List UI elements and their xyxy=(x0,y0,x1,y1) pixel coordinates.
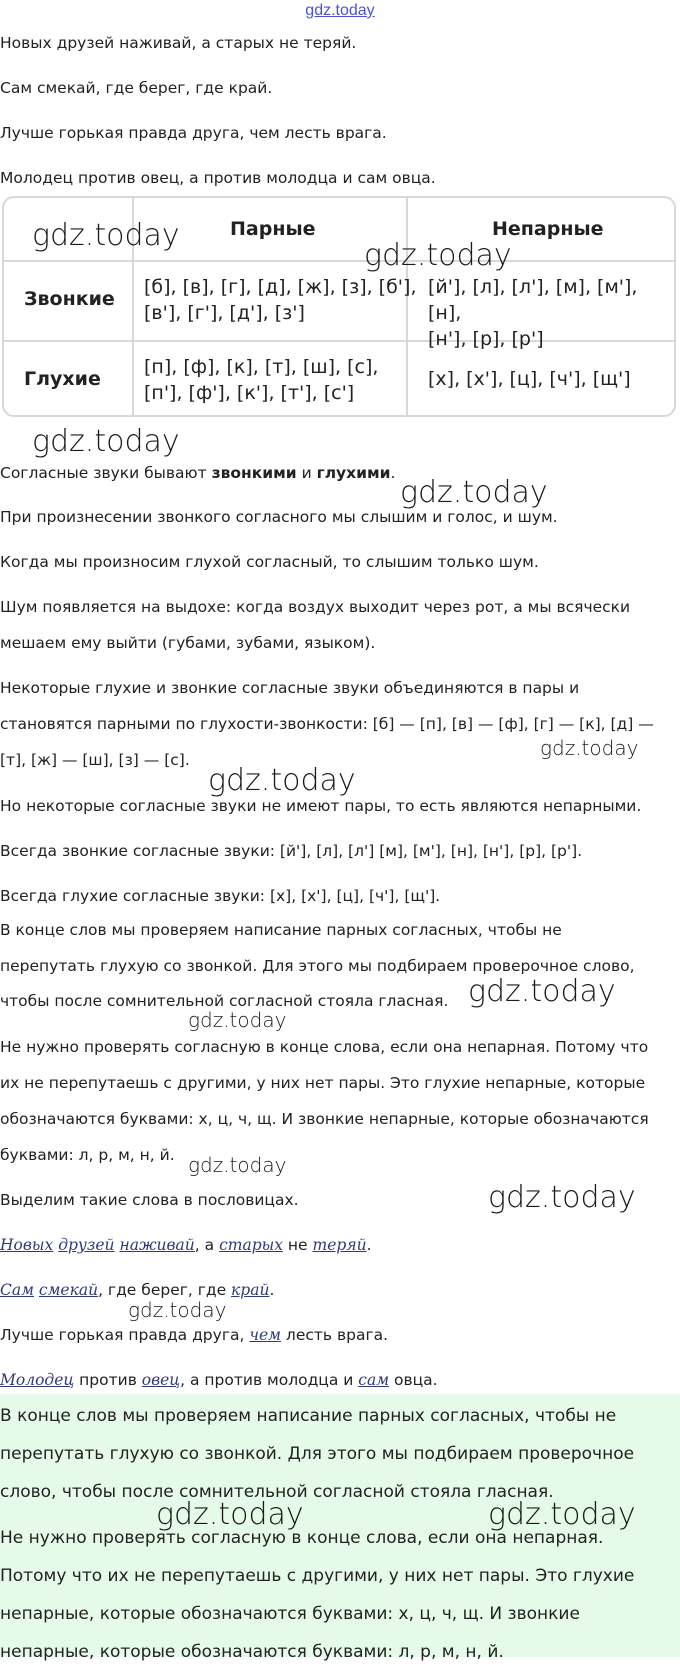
paragraph: Когда мы произносим глухой согласный, то слышим только шум. xyxy=(0,553,539,571)
watermark: gdz.today xyxy=(364,238,512,273)
cell-line: [й'], [л], [л'], [м], [м'], [н], xyxy=(428,276,638,324)
intro-line: Молодец против овец, а против молодца и сам овца. xyxy=(0,169,436,187)
cell-line: [в'], [г'], [д'], [з'] xyxy=(144,302,305,324)
proverb-example: Сам смекай, где берег, где край. xyxy=(0,1281,275,1299)
summary-line: Потому что их не перепутаешь с другими, у них нет пары. Это глухие xyxy=(0,1566,635,1586)
summary-line: перепутать глухую со звонкой. Для этого мы подбираем проверочное xyxy=(0,1444,635,1464)
paragraph: Всегда глухие согласные звуки: [х], [х'], [ц], [ч'], [щ']. xyxy=(0,887,441,905)
paragraph-line: буквами: л, р, м, н, й. xyxy=(0,1146,175,1164)
watermark: gdz.today xyxy=(400,475,548,510)
checked-word: теряй xyxy=(312,1236,367,1254)
proverb-example: Новых друзей наживай, а старых не теряй. xyxy=(0,1236,372,1254)
cell-line: [х], [х'], [ц], [ч'], [щ'] xyxy=(428,368,631,390)
cell-line: [б], [в], [г], [д], [ж], [з], [б'], xyxy=(144,276,417,298)
checked-word: смекай xyxy=(38,1281,99,1299)
watermark: gdz.today xyxy=(128,1298,227,1322)
checked-word: Новых xyxy=(0,1236,54,1254)
paragraph: Выделим такие слова в пословицах. xyxy=(0,1191,299,1209)
checked-word: край xyxy=(231,1281,270,1299)
checked-word: Молодец xyxy=(0,1371,75,1389)
checked-word: Сам xyxy=(0,1281,34,1299)
paragraph-line: мешаем ему выйти (губами, зубами, языком). xyxy=(0,634,376,652)
summary-line: В конце слов мы проверяем написание парных согласных, чтобы не xyxy=(0,1406,617,1426)
cell-voiced-unpaired xyxy=(428,274,674,352)
cell-voiced-paired xyxy=(144,274,417,326)
cell-voiceless-unpaired xyxy=(428,366,631,392)
watermark: gdz.today xyxy=(188,1008,287,1032)
summary-line: Не нужно проверять согласную в конце слова, если она непарная. xyxy=(0,1528,604,1548)
checked-word: сам xyxy=(358,1371,390,1389)
paragraph-line: становятся парными по глухости-звонкости: [б] — [п], [в] — [ф], [г] — [к], [д] — xyxy=(0,715,654,733)
watermark: gdz.today xyxy=(156,1497,304,1532)
paragraph: При произнесении звонкого согласного мы слышим и голос, и шум. xyxy=(0,508,558,526)
bold-term: звонкими xyxy=(211,464,297,482)
checked-word: друзей xyxy=(58,1236,115,1254)
cell-line: [п'], [ф'], [к'], [т'], [с'] xyxy=(144,382,355,404)
summary-line: непарные, которые обозначаются буквами: х, ц, ч, щ. И звонкие xyxy=(0,1604,580,1624)
watermark: gdz.today xyxy=(208,763,356,798)
header-paired: Парные xyxy=(230,218,316,240)
table-divider xyxy=(132,198,134,415)
cell-line: [н'], [р], [р'] xyxy=(428,328,544,350)
header-unpaired: Непарные xyxy=(492,218,604,240)
intro-line: Новых друзей наживай, а старых не теряй. xyxy=(0,34,357,52)
cell-voiceless-paired xyxy=(144,354,378,406)
paragraph-line: Не нужно проверять согласную в конце слова, если она непарная. Потому что xyxy=(0,1038,649,1056)
site-link[interactable]: gdz.today xyxy=(305,2,375,19)
paragraph-line: Шум появляется на выдохе: когда воздух выходит через рот, а мы всячески xyxy=(0,598,631,616)
intro-line: Сам смекай, где берег, где край. xyxy=(0,79,273,97)
watermark: gdz.today xyxy=(488,1180,636,1215)
checked-word: старых xyxy=(219,1236,283,1254)
checked-word: чем xyxy=(249,1326,281,1344)
paragraph-line: В конце слов мы проверяем написание парных согласных, чтобы не xyxy=(0,921,562,939)
proverb-example: Лучше горькая правда друга, чем лесть врага. xyxy=(0,1326,389,1344)
watermark: gdz.today xyxy=(32,424,180,459)
cell-line: [п], [ф], [к], [т], [ш], [с], xyxy=(144,356,379,378)
paragraph-line: [т], [ж] — [ш], [з] — [с]. xyxy=(0,751,190,769)
watermark: gdz.today xyxy=(488,1497,636,1532)
proverb-example: Молодец против овец, а против молодца и сам овца. xyxy=(0,1371,438,1389)
watermark: gdz.today xyxy=(188,1153,287,1177)
row-label-voiceless: Глухие xyxy=(24,368,101,390)
checked-word: наживай xyxy=(119,1236,195,1254)
watermark: gdz.today xyxy=(468,974,616,1009)
summary-line: слово, чтобы после сомнительной согласной стояла гласная. xyxy=(0,1482,554,1502)
checked-word: овец xyxy=(141,1371,181,1389)
paragraph: Всегда звонкие согласные звуки: [й'], [л], [л'] [м], [м'], [н], [н'], [р], [р']. xyxy=(0,842,583,860)
paragraph-line: их не перепутаешь с другими, у них нет пары. Это глухие непарные, которые xyxy=(0,1074,646,1092)
paragraph-line: чтобы после сомнительной согласной стояла гласная. xyxy=(0,992,449,1010)
paragraph: Согласные звуки бывают звонкими и глухими. xyxy=(0,464,396,482)
consonants-table xyxy=(2,196,676,417)
paragraph-line: Некоторые глухие и звонкие согласные звуки объединяются в пары и xyxy=(0,679,580,697)
row-label-voiced: Звонкие xyxy=(24,288,115,310)
watermark: gdz.today xyxy=(32,218,180,253)
intro-line: Лучше горькая правда друга, чем лесть врага. xyxy=(0,124,387,142)
paragraph-line: перепутать глухую со звонкой. Для этого мы подбираем проверочное слово, xyxy=(0,957,635,975)
table-divider xyxy=(4,260,674,262)
paragraph: Но некоторые согласные звуки не имеют пары, то есть являются непарными. xyxy=(0,797,642,815)
summary-line: непарные, которые обозначаются буквами: л, р, м, н, й. xyxy=(0,1642,504,1662)
bold-term: глухими xyxy=(316,464,391,482)
paragraph-line: обозначаются буквами: х, ц, ч, щ. И звонкие непарные, которые обозначаются xyxy=(0,1110,649,1128)
watermark: gdz.today xyxy=(540,736,639,760)
